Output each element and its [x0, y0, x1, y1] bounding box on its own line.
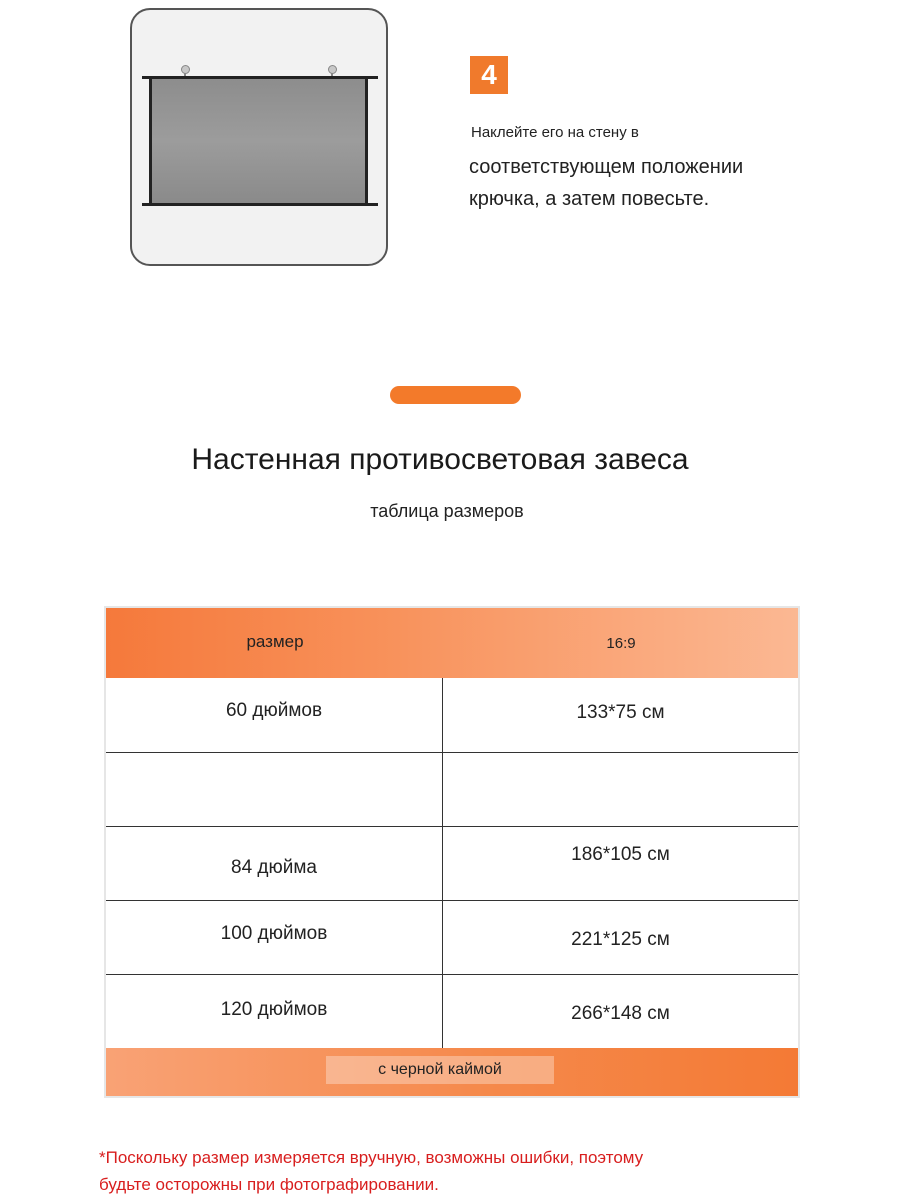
section-title: Настенная противосветовая завеса: [191, 443, 689, 476]
table-header: [106, 608, 798, 678]
wall-screen-illustration: [130, 8, 388, 266]
table-row: [106, 752, 798, 826]
note-line-1: *Поскольку размер измеряется вручную, возможны ошибки, поэтому: [99, 1148, 644, 1167]
instruction-line-2: соответствующем положении: [469, 156, 744, 178]
row-size: 120 дюймов: [220, 999, 328, 1020]
disclaimer-note: [99, 1144, 799, 1198]
note-line-2: будьте осторожны при фотографировании.: [99, 1175, 439, 1194]
table-row: [106, 900, 798, 974]
table-row: [106, 974, 798, 1048]
row-size: 60 дюймов: [225, 700, 323, 721]
table-footer: [106, 1048, 798, 1096]
hook-icon: [328, 65, 337, 74]
section-divider: [390, 386, 521, 404]
bottom-rod: [142, 203, 378, 206]
footer-label: с черной каймой: [326, 1056, 554, 1084]
section-subtitle: таблица размеров: [370, 501, 524, 521]
size-table: [104, 606, 800, 1098]
header-size: размер: [246, 632, 304, 651]
instruction-line-1: Наклейте его на стену в: [471, 124, 639, 141]
table-row: [106, 826, 798, 900]
hook-icon: [181, 65, 190, 74]
row-size: 84 дюйма: [231, 857, 317, 878]
header-ratio: 16:9: [606, 635, 636, 652]
projection-screen: [149, 79, 368, 203]
row-dimensions: 266*148 см: [571, 1003, 670, 1024]
row-dimensions: 186*105 см: [571, 844, 670, 865]
row-dimensions: 133*75 см: [576, 702, 665, 723]
instruction-line-3: крючка, а затем повесьте.: [469, 188, 710, 210]
row-size: 100 дюймов: [220, 923, 328, 944]
table-row: [106, 678, 798, 752]
row-dimensions: 221*125 см: [571, 929, 670, 950]
step-number-badge: 4: [470, 56, 508, 94]
